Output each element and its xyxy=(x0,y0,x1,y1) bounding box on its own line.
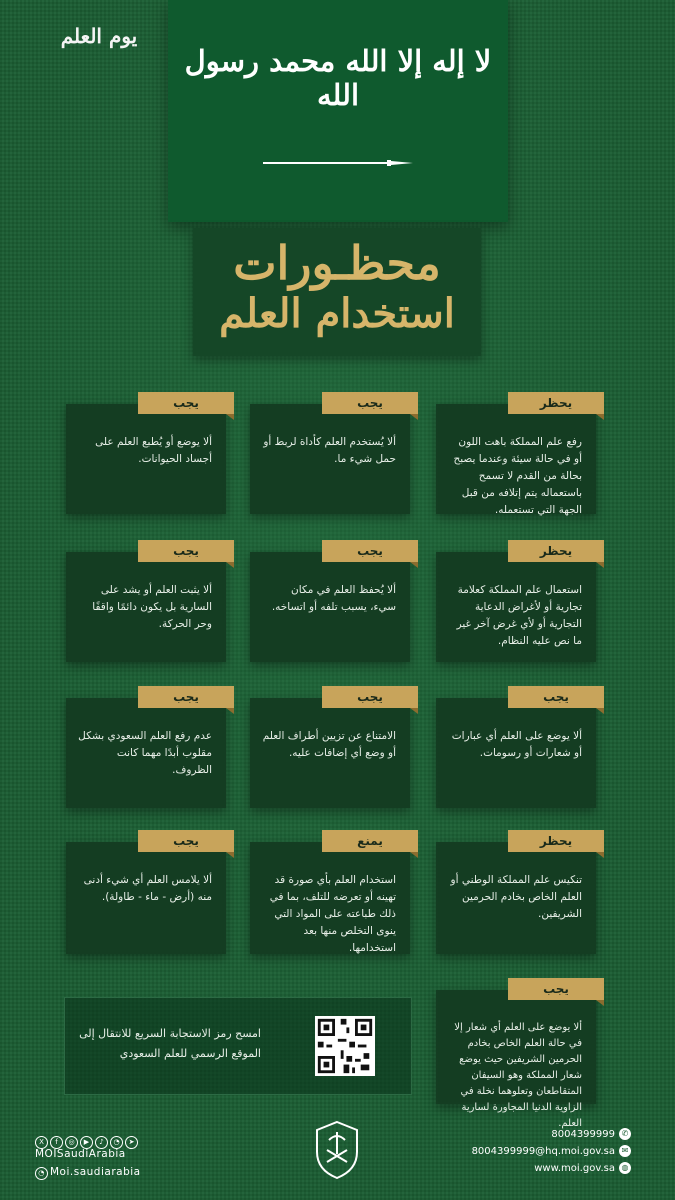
social-icons xyxy=(35,1129,140,1149)
rule-card xyxy=(436,404,596,514)
rule-card xyxy=(436,552,596,662)
rule-text: الامتناع عن تزيين أطراف العلم أو وضع أي إضافات عليه. xyxy=(262,730,396,759)
rule-card xyxy=(250,698,410,808)
website-text: www.moi.gov.sa xyxy=(534,1163,615,1174)
rule-tag: يجب xyxy=(322,392,418,414)
snapchat-handle[interactable] xyxy=(35,1166,141,1180)
tag-fold xyxy=(596,414,604,420)
rule-card xyxy=(436,698,596,808)
title-line-1: محظـورات xyxy=(233,236,441,290)
globe-icon: ◍ xyxy=(619,1162,631,1174)
saudi-flag xyxy=(168,0,508,222)
email-text: 8004399999@hq.moi.gov.sa xyxy=(471,1146,615,1157)
snapchat-icon: ◔ xyxy=(35,1167,48,1180)
tag-fold xyxy=(596,1000,604,1006)
tag-fold xyxy=(410,562,418,568)
rule-tag: يجب xyxy=(322,540,418,562)
rule-text: ألا يوضع أو يُطبع العلم على أجساد الحيوانات. xyxy=(95,436,212,465)
rule-tag: يجب xyxy=(322,686,418,708)
ministry-emblem-icon xyxy=(311,1118,363,1182)
tag-fold xyxy=(596,708,604,714)
rule-card xyxy=(436,990,596,1129)
rule-card xyxy=(66,404,226,514)
rule-tag: يحظر xyxy=(508,830,604,852)
snapchat-icon[interactable]: ◔ xyxy=(110,1136,123,1149)
snapchat-handle-text: Moi.saudiarabia xyxy=(50,1166,141,1178)
flag-shahada: لا إله إلا الله محمد رسول الله xyxy=(184,44,492,112)
rule-text: ألا يلامس العلم أي شيء أدنى منه (أرض - ماء - طاولة). xyxy=(83,874,212,903)
rule-tag: يجب xyxy=(138,392,234,414)
rule-text: استعمال علم المملكة كعلامة تجارية أو لأغراض الدعاية التجارية أو لأي غرض آخر غير ما نص عليه النظام. xyxy=(456,584,582,647)
rule-card xyxy=(250,842,410,954)
rule-card xyxy=(436,842,596,954)
rule-text: ألا يوضع على العلم أي شعار إلا في حالة العلم الخاص بخادم الحرمين الشريفين حيث يوضع شعار المملكة وهو السيفان المتقاطعان وتعلوهما نخلة في الزاوية الدنيا المجاورة لسارية العلم. xyxy=(454,1022,582,1129)
tag-fold xyxy=(226,852,234,858)
rule-text: ألا يوضع على العلم أي عبارات أو شعارات أو رسومات. xyxy=(451,730,582,759)
tiktok-icon[interactable]: ♪ xyxy=(95,1136,108,1149)
tag-fold xyxy=(410,852,418,858)
contact-phone[interactable] xyxy=(551,1128,631,1140)
rule-text: ألا يُحفظ العلم في مكان سيء، يسبب تلفه أو اتساخه. xyxy=(271,584,396,613)
tag-fold xyxy=(226,708,234,714)
tag-fold xyxy=(596,562,604,568)
contact-email[interactable] xyxy=(472,1145,631,1157)
tag-fold xyxy=(410,708,418,714)
tag-fold xyxy=(410,414,418,420)
brand-logo: يوم العلم xyxy=(60,24,138,48)
telegram-icon[interactable]: ➤ xyxy=(125,1136,138,1149)
qr-caption: امسح رمز الاستجابة السريع للانتقال إلى الموقع الرسمي للعلم السعودي xyxy=(79,1027,261,1060)
contact-website[interactable] xyxy=(534,1162,631,1174)
youtube-icon[interactable]: ▶ xyxy=(80,1136,93,1149)
rule-card xyxy=(66,552,226,662)
phone-icon: ✆ xyxy=(619,1128,631,1140)
rule-text: ألا يثبت العلم أو يشد على السارية بل يكون دائمًا واقفًا وحر الحركة. xyxy=(92,584,212,630)
rule-text: ألا يُستخدم العلم كأداة لربط أو حمل شيء ما. xyxy=(263,436,396,465)
rule-card xyxy=(66,698,226,808)
rule-text: رفع علم المملكة باهت اللون أو في حالة سيئة وعندما يصبح بحالة من القدم لا تسمح باستعماله يتم إتلافه من قبل الجهة التي تستعمله. xyxy=(453,436,582,516)
tag-fold xyxy=(596,852,604,858)
facebook-icon[interactable]: f xyxy=(50,1136,63,1149)
rule-text: تنكيس علم المملكة الوطني أو العلم الخاص بخادم الحرمين الشريفين. xyxy=(450,874,582,920)
title-line-2: استخدام العلم xyxy=(219,290,455,337)
rule-tag: يجب xyxy=(508,978,604,1000)
phone-text: 8004399999 xyxy=(551,1129,615,1140)
rule-card xyxy=(250,552,410,662)
email-icon: ✉ xyxy=(619,1145,631,1157)
rule-tag: يمنع xyxy=(322,830,418,852)
tag-fold xyxy=(226,562,234,568)
rule-tag: يجب xyxy=(138,686,234,708)
tag-fold xyxy=(226,414,234,420)
rule-card xyxy=(250,404,410,514)
page-title xyxy=(193,228,481,356)
rule-tag: يحظر xyxy=(508,392,604,414)
rule-tag: يحظر xyxy=(508,540,604,562)
rule-text: عدم رفع العلم السعودي بشكل مقلوب أبدًا مهما كانت الظروف. xyxy=(78,730,212,776)
social-handle[interactable]: MOISaudiArabia xyxy=(35,1148,126,1160)
rule-tag: يجب xyxy=(508,686,604,708)
rule-card xyxy=(66,842,226,954)
rule-tag: يجب xyxy=(138,540,234,562)
x-icon[interactable]: X xyxy=(35,1136,48,1149)
rule-text: استخدام العلم بأي صورة قد تهينه أو تعرضه للتلف، بما في ذلك طباعته على المواد التي ينوى التخلص منها بعد استخدامها. xyxy=(269,874,396,954)
instagram-icon[interactable]: ◎ xyxy=(65,1136,78,1149)
sword-icon xyxy=(263,160,413,166)
qr-section xyxy=(64,997,412,1095)
rule-tag: يجب xyxy=(138,830,234,852)
qr-code[interactable] xyxy=(315,1016,375,1076)
